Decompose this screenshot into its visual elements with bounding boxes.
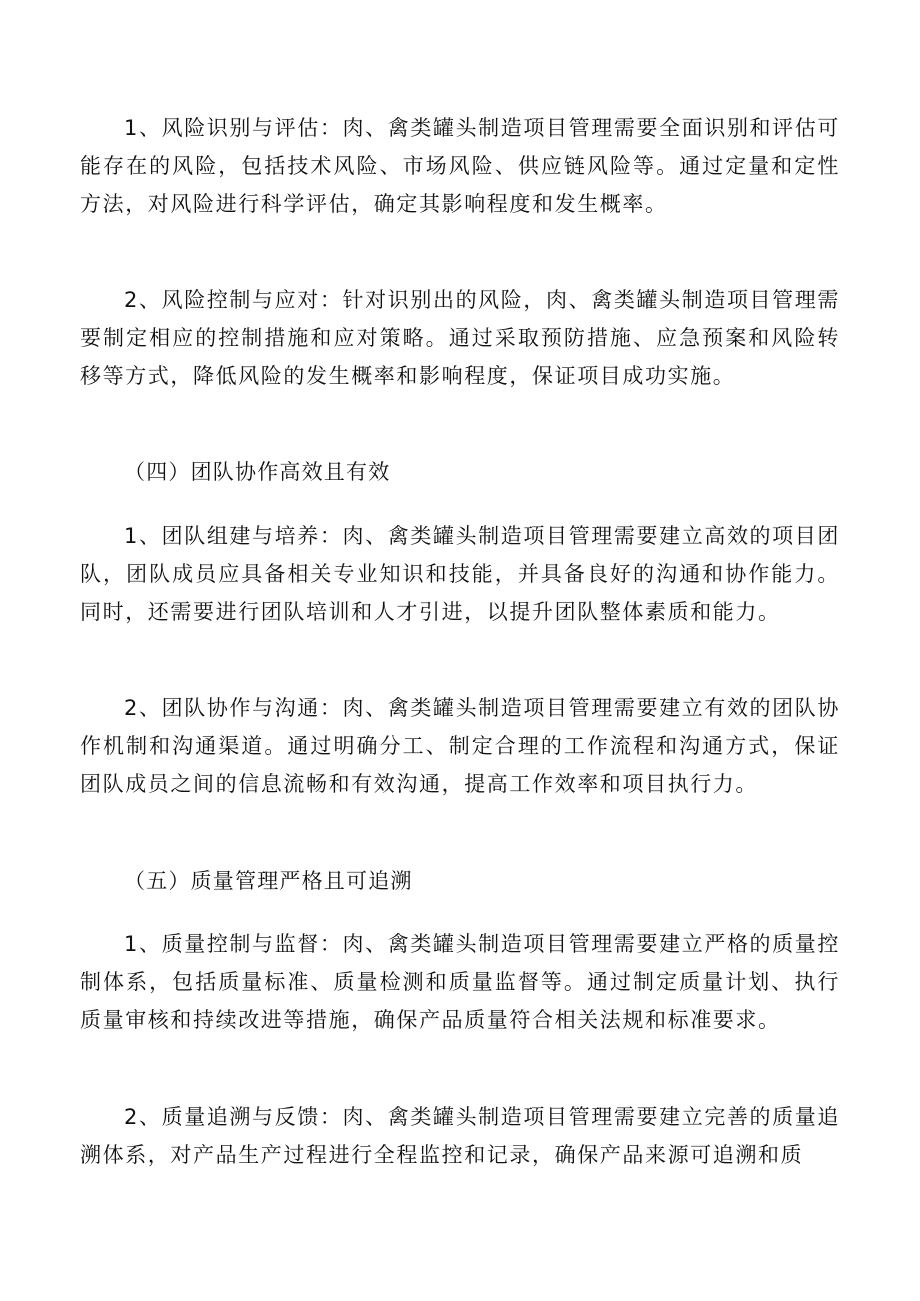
section-heading-quality: （五）质量管理严格且可追溯 — [124, 869, 413, 893]
paragraph-quality-control: 1、质量控制与监督：肉、禽类罐头制造项目管理需要建立严格的质量控制体系，包括质量标准、质量检测和质量监督等。通过制定质量计划、执行质量审核和持续改进等措施，确保产品质量符合相关法规和标准要求。 — [80, 932, 840, 1032]
paragraph-quality-traceability: 2、质量追溯与反馈：肉、禽类罐头制造项目管理需要建立完善的质量追溯体系，对产品生产过程进行全程监控和记录，确保产品来源可追溯和质 — [80, 1105, 840, 1167]
paragraph-team-communication: 2、团队协作与沟通：肉、禽类罐头制造项目管理需要建立有效的团队协作机制和沟通渠道。通过明确分工、制定合理的工作流程和沟通方式，保证团队成员之间的信息流畅和有效沟通，提高工作效率和项目执行力。 — [80, 696, 840, 796]
section-heading-teamwork: （四）团队协作高效且有效 — [124, 460, 391, 484]
paragraph-team-building: 1、团队组建与培养：肉、禽类罐头制造项目管理需要建立高效的项目团队，团队成员应具备相关专业知识和技能，并具备良好的沟通和协作能力。同时，还需要进行团队培训和人才引进，以提升团队整体素质和能力。 — [80, 524, 840, 624]
paragraph-risk-identification: 1、风险识别与评估：肉、禽类罐头制造项目管理需要全面识别和评估可能存在的风险，包括技术风险、市场风险、供应链风险等。通过定量和定性方法，对风险进行科学评估，确定其影响程度和发生概率。 — [80, 116, 840, 216]
paragraph-risk-control: 2、风险控制与应对：针对识别出的风险，肉、禽类罐头制造项目管理需要制定相应的控制措施和应对策略。通过采取预防措施、应急预案和风险转移等方式，降低风险的发生概率和影响程度，保证项目成功实施。 — [80, 288, 840, 388]
